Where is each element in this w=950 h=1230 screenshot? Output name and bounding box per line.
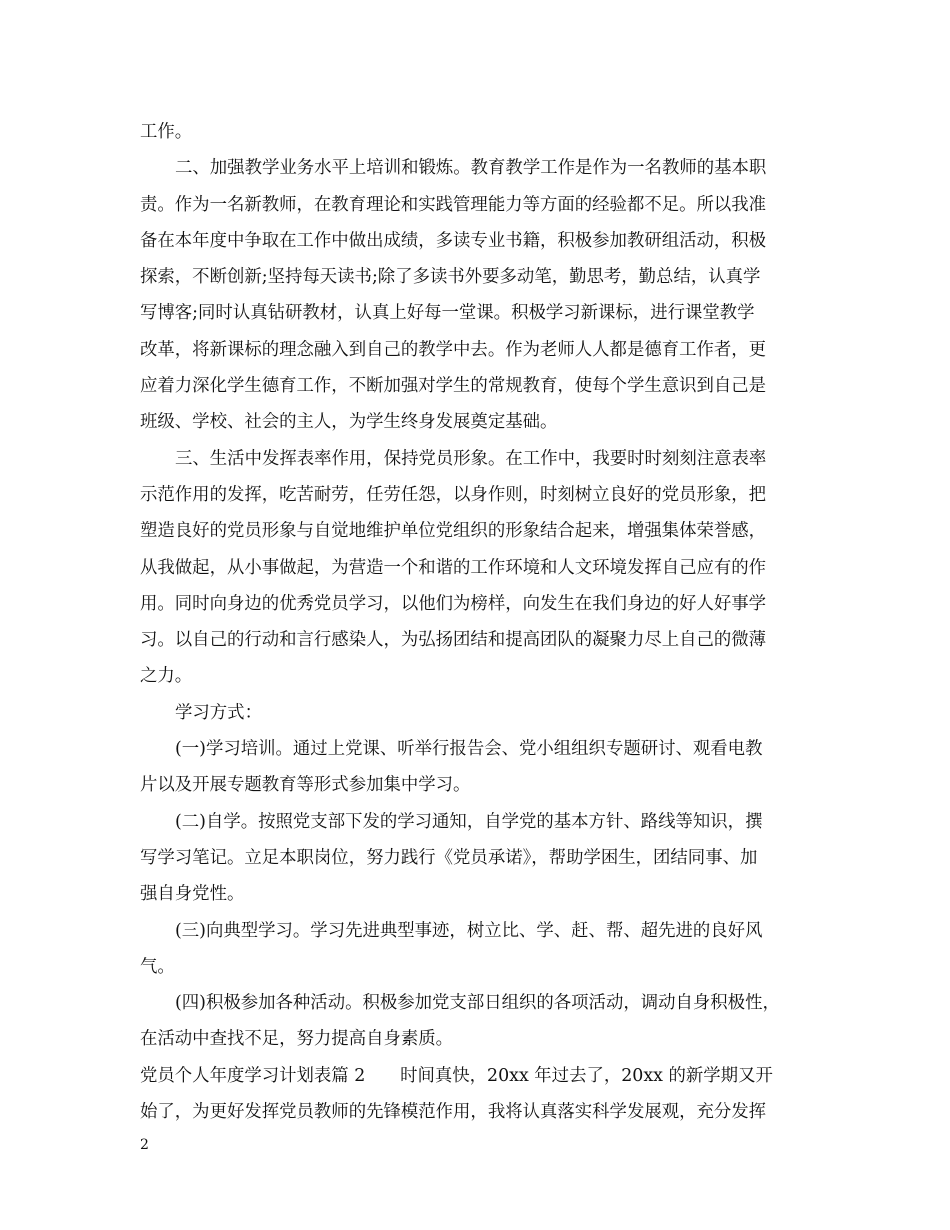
page-number: 2: [140, 1137, 149, 1153]
text-line: 之力。: [140, 666, 193, 687]
text-line: 改革，将新课标的理念融入到自己的教学中去。作为老师人人都是德育工作者，更: [140, 339, 767, 360]
text-line: 二、加强教学业务水平上培训和锻炼。教育教学工作是作为一名教师的基本职: [175, 158, 767, 179]
text-line: (二)自学。按照党支部下发的学习通知，自学党的基本方针、路线等知识，撰: [175, 811, 763, 832]
text-line: 示范作用的发挥，吃苦耐劳，任劳任怨，以身作则，时刻树立良好的党员形象，把: [140, 484, 767, 505]
text-line: 工作。: [140, 122, 193, 142]
text-line: 写博客;同时认真钻研教材，认真上好每一堂课。积极学习新课标，进行课堂教学: [140, 303, 755, 324]
text-line: 从我做起，从小事做起，为营造一个和谐的工作环境和人文环境发挥自己应有的作: [140, 557, 767, 578]
text-line: 强自身党性。: [140, 884, 245, 905]
text-line: (三)向典型学习。学习先进典型事迹，树立比、学、赶、帮、超先进的良好风: [175, 920, 763, 941]
text-line: 在活动中查找不足，努力提高自身素质。: [140, 1029, 454, 1050]
text-line: (四)积极参加各种活动。积极参加党支部日组织的各项活动，调动自身积极性，: [175, 993, 780, 1014]
text-line: 责。作为一名新教师，在教育理论和实践管理能力等方面的经验都不足。所以我准: [140, 194, 767, 215]
text-line: 习。以自己的行动和言行感染人，为弘扬团结和提高团队的凝聚力尽上自己的微薄: [140, 630, 767, 651]
document-body: [140, 114, 816, 1130]
text-line: 气。: [140, 956, 175, 977]
text-line: 用。同时向身边的优秀党员学习，以他们为榜样，向发生在我们身边的好人好事学: [140, 593, 767, 614]
text-line: (一)学习培训。通过上党课、听举行报告会、党小组组织专题研讨、观看电教: [175, 739, 763, 760]
text-line: 塑造良好的党员形象与自觉地维护单位党组织的形象结合起来，增强集体荣誉感，: [140, 521, 767, 542]
text-line: 始了，为更好发挥党员教师的先锋模范作用，我将认真落实科学发展观，充分发挥: [140, 1102, 767, 1123]
text-line: 应着力深化学生德育工作，不断加强对学生的常规教育，使每个学生意识到自己是: [140, 376, 767, 397]
text-line: 写学习笔记。立足本职岗位，努力践行《党员承诺》，帮助学困生，团结同事、加: [140, 847, 758, 868]
text-line: 备在本年度中争取在工作中做出成绩，多读专业书籍，积极参加教研组活动，积极: [140, 230, 767, 251]
text-line: 党员个人年度学习计划表篇 2 时间真快，20xx 年过去了，20xx 的新学期又开: [140, 1065, 773, 1086]
section-heading: 学习方式：: [175, 702, 262, 723]
text-line: 班级、学校、社会的主人，为学生终身发展奠定基础。: [140, 412, 558, 433]
text-line: 探索，不断创新;坚持每天读书;除了多读书外要多动笔，勤思考，勤总结，认真学: [140, 267, 761, 288]
text-line: 片以及开展专题教育等形式参加集中学习。: [140, 775, 471, 796]
text-line: 三、生活中发挥表率作用，保持党员形象。在工作中，我要时时刻刻注意表率: [175, 448, 767, 469]
